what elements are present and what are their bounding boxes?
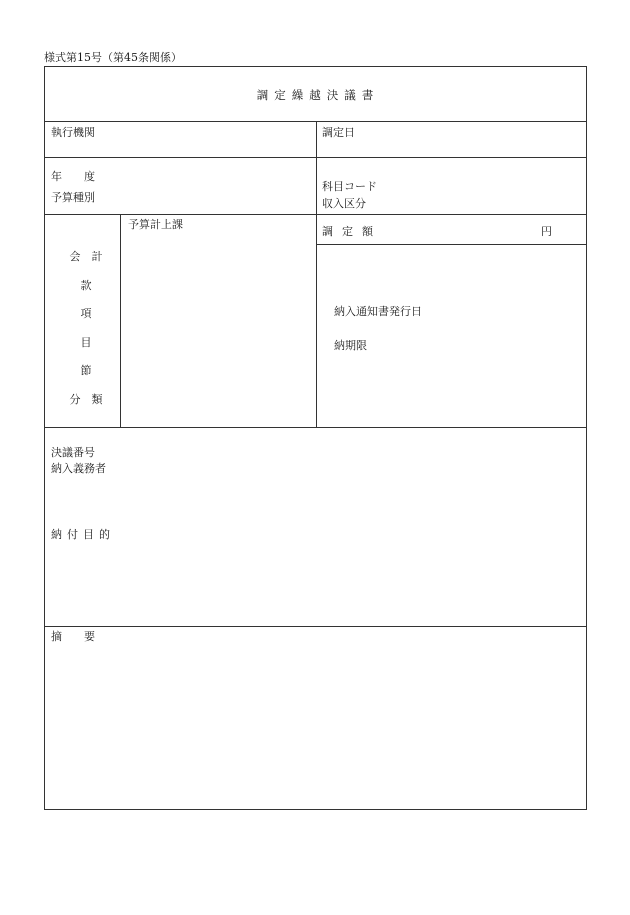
account-item: 目 bbox=[80, 336, 92, 349]
account-code-label: 科目コード bbox=[322, 180, 377, 193]
document-title: 調定繰越決議書 bbox=[256, 88, 380, 102]
divider bbox=[44, 427, 587, 428]
resolution-number-label: 決議番号 bbox=[51, 446, 95, 459]
account-item: 項 bbox=[80, 307, 92, 320]
divider bbox=[316, 121, 317, 427]
divider bbox=[316, 244, 587, 245]
account-item: 款 bbox=[80, 279, 92, 292]
divider bbox=[44, 626, 587, 627]
account-item: 節 bbox=[80, 364, 92, 377]
form-label: 様式第15号（第45条関係） bbox=[44, 51, 182, 64]
payment-deadline-label: 納期限 bbox=[334, 339, 367, 352]
budget-type-label: 予算種別 bbox=[51, 191, 95, 204]
fiscal-year-label: 年 度 bbox=[51, 170, 95, 183]
executing-agency-label: 執行機関 bbox=[51, 126, 95, 139]
payment-purpose-label: 納付目的 bbox=[51, 528, 115, 541]
assessment-date-label: 調定日 bbox=[322, 126, 355, 139]
revenue-category-label: 収入区分 bbox=[322, 197, 366, 210]
notice-issue-date-label: 納入通知書発行日 bbox=[334, 305, 422, 318]
account-item: 分 類 bbox=[69, 393, 103, 406]
budget-section-label: 予算計上課 bbox=[128, 218, 183, 231]
account-item: 会 計 bbox=[69, 250, 103, 263]
summary-label: 摘 要 bbox=[51, 630, 95, 643]
divider bbox=[120, 214, 121, 427]
yen-unit: 円 bbox=[541, 225, 552, 238]
obligor-label: 納入義務者 bbox=[51, 462, 106, 475]
assessment-amount-label: 調定額 bbox=[322, 225, 382, 238]
